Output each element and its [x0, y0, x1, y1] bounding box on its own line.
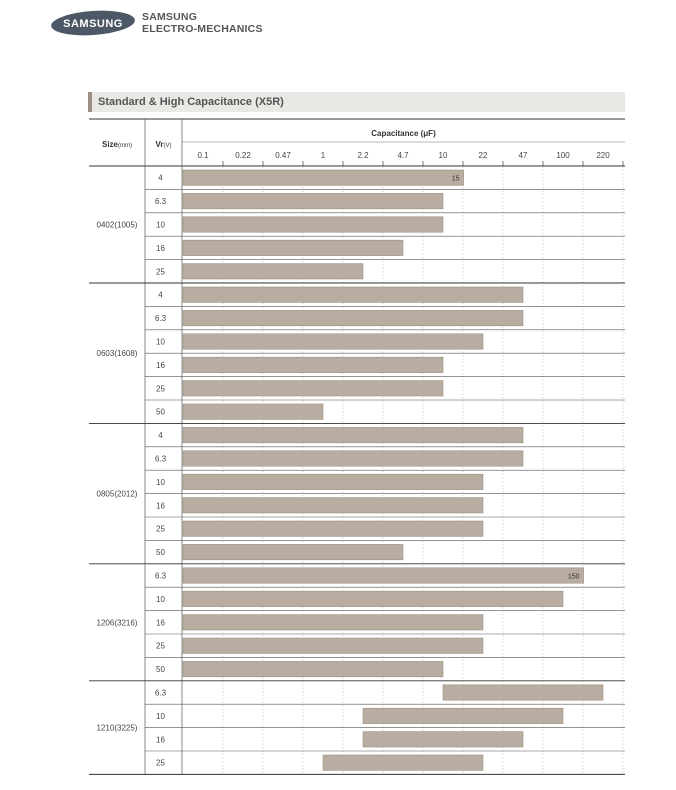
capacitance-bar	[363, 708, 563, 723]
capacitance-bar	[183, 451, 523, 466]
capacitance-bar	[183, 638, 483, 653]
size-unit: (mm)	[118, 143, 133, 149]
bar-value-label: 150	[567, 573, 580, 581]
tick-label: 0.1	[197, 151, 209, 160]
vr-label: 25	[156, 384, 165, 394]
vr-label: 25	[156, 758, 165, 768]
section-title: Standard & High Capacitance (X5R)	[98, 96, 284, 108]
vr-label: 16	[156, 735, 165, 745]
capacitance-bar	[183, 264, 363, 279]
vr-label: 50	[156, 665, 165, 675]
capacitance-bar	[183, 170, 464, 185]
capacitance-bar	[183, 287, 523, 302]
capacitance-bar	[183, 615, 483, 630]
capacitance-bar	[183, 310, 523, 325]
bar-value-label: 15	[451, 175, 460, 183]
capacitance-bar	[183, 193, 443, 208]
capacitance-bar	[183, 357, 443, 372]
vr-column-header: Vr(V)	[155, 140, 172, 149]
vr-label: 16	[156, 360, 165, 370]
vr-unit: (V)	[163, 143, 172, 149]
tick-label: 47	[518, 151, 528, 160]
vr-label: 25	[156, 267, 165, 277]
company-line-1: SAMSUNG	[142, 11, 198, 23]
capacitance-bar	[183, 661, 443, 676]
vr-label: 6.3	[154, 688, 167, 698]
vr-label: 25	[156, 641, 165, 651]
tick-label: 100	[556, 151, 570, 160]
capacitance-bar	[183, 427, 523, 442]
capacitance-bar	[183, 544, 403, 559]
logo-text: SAMSUNG	[63, 18, 123, 30]
vr-label: 6.3	[154, 197, 167, 207]
capacitance-bar	[443, 685, 603, 700]
capacitance-bar	[183, 240, 403, 255]
capacitance-bar	[183, 404, 323, 419]
tick-label: 22	[478, 151, 488, 160]
tick-label: 4.7	[397, 151, 409, 160]
vr-label: 16	[156, 243, 165, 253]
size-column-header: Size(mm)	[101, 140, 133, 149]
capacitance-bar	[183, 591, 563, 606]
capacitance-bar	[183, 498, 483, 513]
vr-label: 4	[158, 173, 163, 183]
capacitance-bar	[183, 474, 483, 489]
tick-label: 0.22	[235, 151, 251, 160]
size-group-label: 0603(1608)	[96, 349, 138, 359]
tick-label: 0.47	[275, 151, 291, 160]
size-group-label: 1210(3225)	[96, 723, 138, 733]
vr-label: 10	[156, 477, 165, 487]
size-group-label: 0402(1005)	[96, 220, 138, 230]
vr-label: 50	[156, 548, 165, 558]
company-line-2: ELECTRO-MECHANICS	[142, 23, 263, 35]
vr-label: 6.3	[154, 454, 167, 464]
tick-label: 220	[596, 151, 610, 160]
vr-label: 10	[156, 337, 165, 347]
vr-label: 25	[156, 524, 165, 534]
capacitance-bar	[183, 217, 443, 232]
tick-label: 1	[320, 151, 326, 160]
vr-label: 16	[156, 501, 165, 511]
capacitance-bar	[183, 521, 483, 536]
vr-label: 6.3	[154, 571, 167, 581]
capacitance-bar	[183, 334, 483, 349]
vr-label: 10	[156, 220, 165, 230]
capacitance-bar	[323, 755, 483, 770]
capacitance-bar	[183, 568, 584, 583]
vr-label: 4	[158, 431, 163, 441]
vr-label: 4	[158, 290, 163, 300]
size-group-label: 0805(2012)	[96, 489, 138, 499]
vr-label: 16	[156, 618, 165, 628]
capacitance-bar	[363, 732, 523, 747]
tick-label: 2.2	[357, 151, 369, 160]
vr-label: 50	[156, 407, 165, 417]
capacitance-bar	[183, 381, 443, 396]
size-group-label: 1206(3216)	[96, 618, 138, 628]
chart-title: Capacitance (μF)	[371, 129, 436, 138]
vr-label: 10	[156, 594, 165, 604]
tick-label: 10	[438, 151, 448, 160]
vr-label: 6.3	[154, 314, 167, 324]
vr-label: 10	[156, 711, 165, 721]
